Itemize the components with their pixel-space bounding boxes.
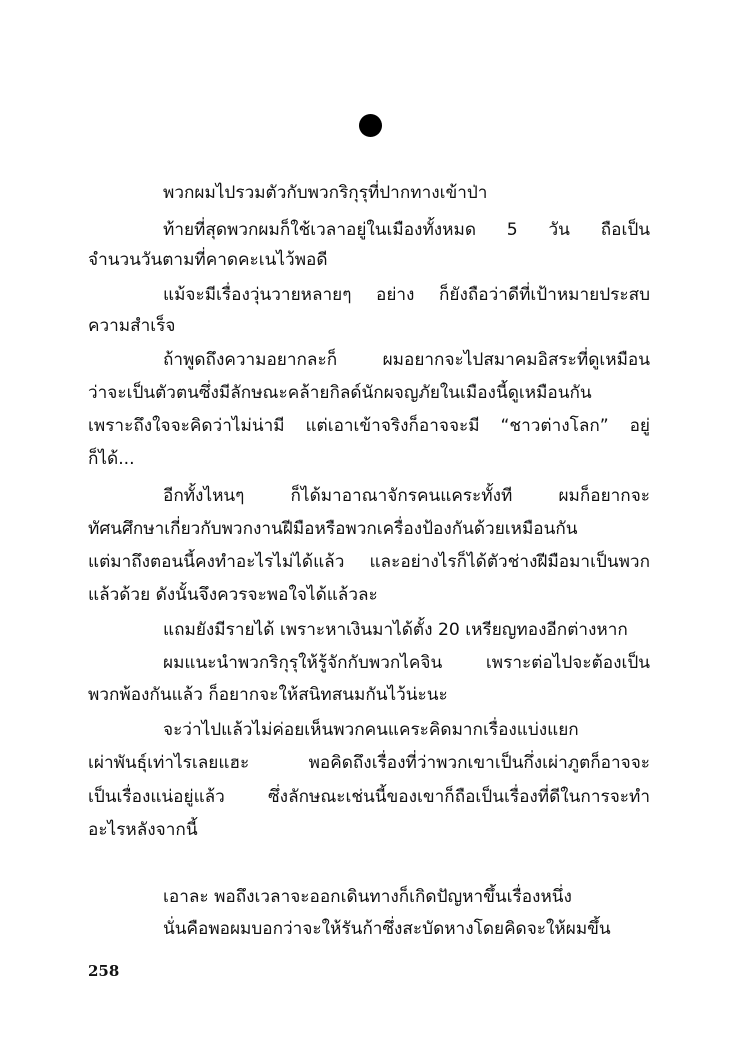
text-line: จำนวนวันตามที่คาดคะเนไว้พอดี (88, 250, 328, 270)
text-line: ท้ายที่สุดพวกผมก็ใช้เวลาอยู่ในเมืองทั้งหมด 5 วัน ถือเป็น (163, 220, 650, 240)
text-line: เอาละ พอถึงเวลาจะออกเดินทางก็เกิดปัญหาขึ้นเรื่องหนึ่ง (163, 887, 572, 907)
text-line: นั่นคือพอผมบอกว่าจะให้รันก้าซึ่งสะบัดหางโดยคิดจะให้ผมขึ้น (163, 919, 611, 939)
text-line: ผมแนะนำพวกริกุรุให้รู้จักกับพวกไคจิน เพราะต่อไปจะต้องเป็น (163, 653, 650, 673)
text-line: อะไรหลังจากนี้ (88, 820, 198, 840)
text-line: ก็ได้... (88, 449, 135, 469)
text-line: ว่าจะเป็นตัวตนซึ่งมีลักษณะคล้ายกิลด์นักผจญภัยในเมืองนี้ดูเหมือนกัน (88, 383, 592, 403)
text-line: เป็นเรื่องแน่อยู่แล้ว ซึ่งลักษณะเช่นนี้ของเขาก็ถือเป็นเรื่องที่ดีในการจะทำ (88, 787, 650, 807)
text-line: ความสำเร็จ (88, 316, 176, 336)
text-line: แม้จะมีเรื่องวุ่นวายหลายๆ อย่าง ก็ยังถือว่าดีที่เป้าหมายประสบ (163, 285, 650, 305)
text-line: แต่มาถึงตอนนี้คงทำอะไรไม่ได้แล้ว และอย่างไรก็ได้ตัวช่างฝีมือมาเป็นพวก (88, 552, 650, 572)
text-line: ทัศนศึกษาเกี่ยวกับพวกงานฝีมือหรือพวกเครื่องป้องกันด้วยเหมือนกัน (88, 519, 578, 539)
text-line: แล้วด้วย ดังนั้นจึงควรจะพอใจได้แล้วละ (88, 585, 378, 605)
text-line: พวกผมไปรวมตัวกับพวกริกุรุที่ปากทางเข้าป่า (163, 183, 488, 203)
text-line: แถมยังมีรายได้ เพราะหาเงินมาได้ตั้ง 20 เหรียญทองอีกต่างหาก (163, 620, 628, 640)
page-number: 258 (88, 962, 120, 980)
text-line: อีกทั้งไหนๆ ก็ได้มาอาณาจักรคนแคระทั้งที ผมก็อยากจะ (163, 486, 650, 506)
filled-circle-icon (359, 114, 382, 137)
text-line: ถ้าพูดถึงความอยากละก็ ผมอยากจะไปสมาคมอิสระที่ดูเหมือน (163, 350, 650, 370)
text-line: เผ่าพันธุ์เท่าไรเลยแฮะ พอคิดถึงเรื่องที่ว่าพวกเขาเป็นกึ่งเผ่าภูตก็อาจจะ (88, 753, 650, 773)
text-line: เพราะถึงใจจะคิดว่าไม่น่ามี แต่เอาเข้าจริงก็อาจจะมี “ชาวต่างโลก” อยู่ (88, 416, 650, 436)
text-line: พวกพ้องกันแล้ว ก็อยากจะให้สนิทสนมกันไว้น่ะนะ (88, 685, 448, 705)
text-line: จะว่าไปแล้วไม่ค่อยเห็นพวกคนแคระคิดมากเรื่องแบ่งแยก (163, 720, 579, 740)
